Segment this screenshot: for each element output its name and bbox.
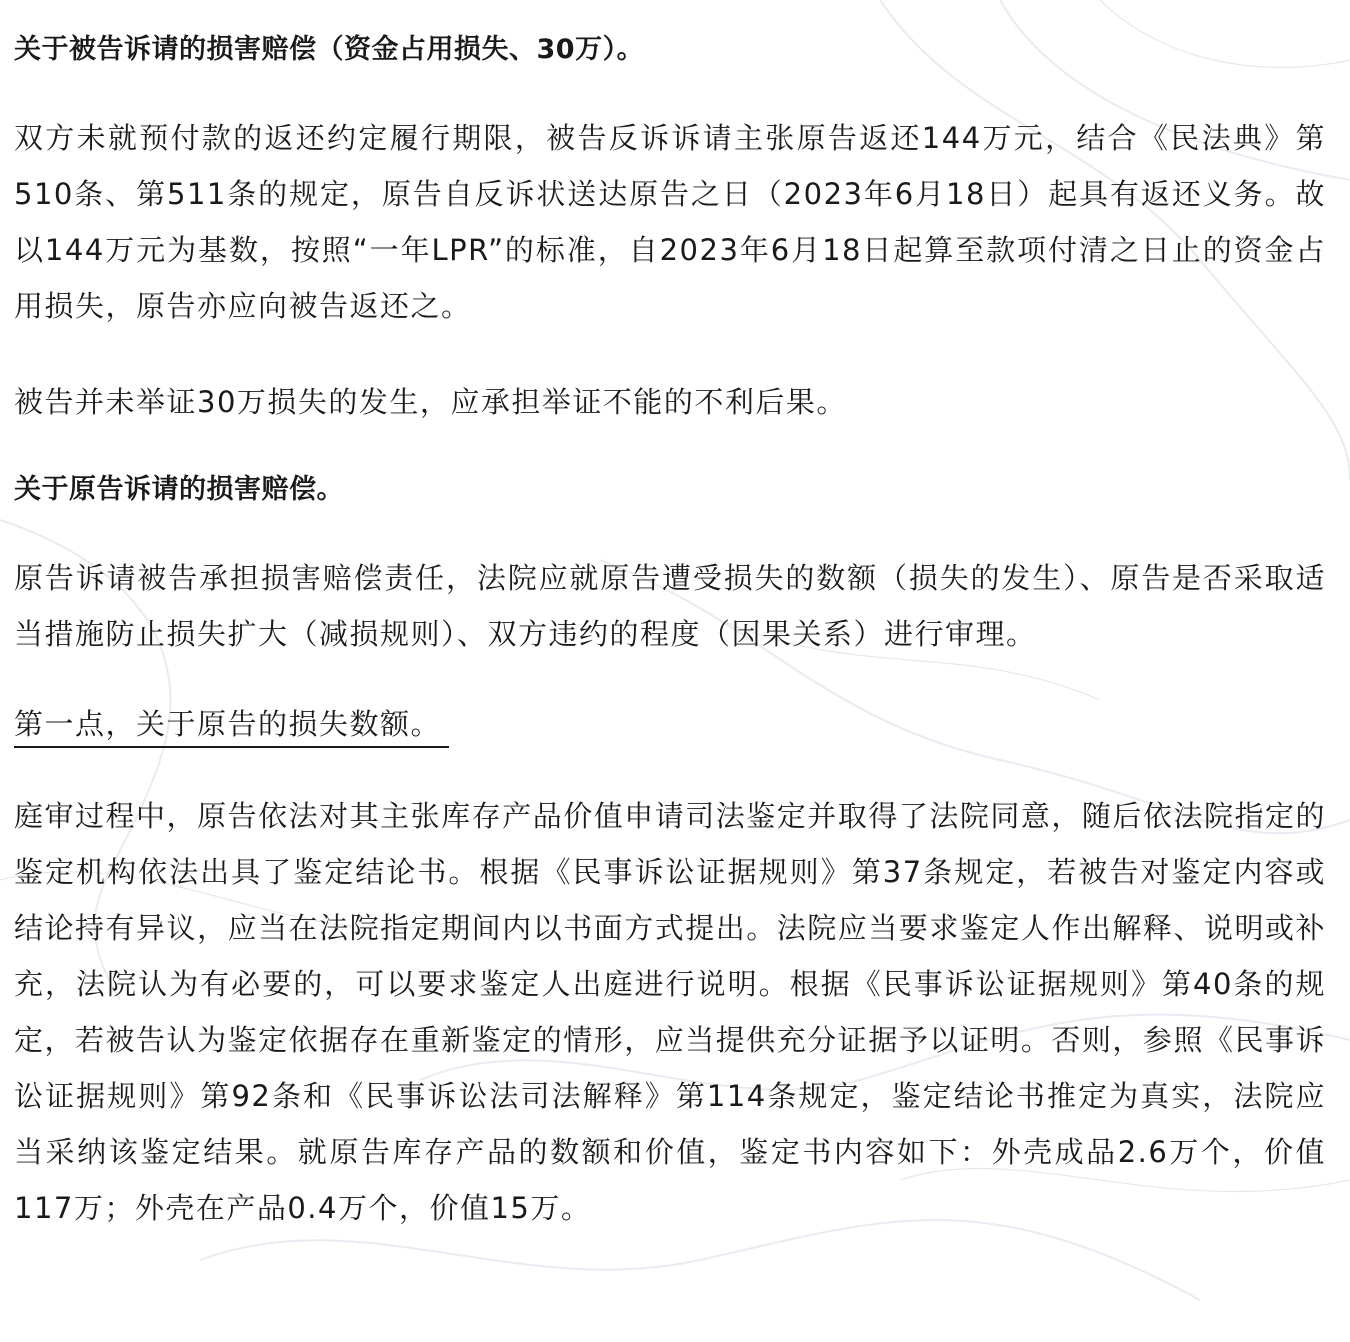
subheading-loss-amount: 第一点，关于原告的损失数额。 bbox=[14, 702, 449, 748]
paragraph-prepayment-return: 双方未就预付款的返还约定履行期限，被告反诉诉请主张原告返还144万元，结合《民法典》第510条、第511条的规定，原告自反诉状送达原告之日（2023年6月18日）起具有返还义务。故以144万元为基数，按照“一年LPR”的标准，自2023年6月18日起算至款项付清之日止的资金占用损失，原告亦应向被告返还之。 bbox=[14, 121, 1326, 323]
heading-defendant-damages: 关于被告诉请的损害赔偿（资金占用损失、30万）。 bbox=[14, 34, 645, 65]
paragraph-damages-review: 原告诉请被告承担损害赔偿责任，法院应就原告遭受损失的数额（损失的发生）、原告是否采取适当措施防止损失扩大（减损规则）、双方违约的程度（因果关系）进行审理。 bbox=[14, 561, 1326, 651]
paragraph-burden-of-proof: 被告并未举证30万损失的发生，应承担举证不能的不利后果。 bbox=[14, 385, 847, 419]
subheading-wrapper bbox=[14, 702, 1326, 788]
paragraph-appraisal: 庭审过程中，原告依法对其主张库存产品价值申请司法鉴定并取得了法院同意，随后依法院指定的鉴定机构依法出具了鉴定结论书。根据《民事诉讼证据规则》第37条规定，若被告对鉴定内容或结论持有异议，应当在法院指定期间内以书面方式提出。法院应当要求鉴定人作出解释、说明或补充，法院认为有必要的，可以要求鉴定人出庭进行说明。根据《民事诉讼证据规则》第40条的规定，若被告认为鉴定依据存在重新鉴定的情形，应当提供充分证据予以证明。否则，参照《民事诉讼证据规则》第92条和《民事诉讼法司法解释》第114条规定，鉴定结论书推定为真实，法院应当采纳该鉴定结果。就原告库存产品的数额和价值，鉴定书内容如下：外壳成品2.6万个，价值117万；外壳在产品0.4万个，价值15万。 bbox=[14, 799, 1326, 1225]
heading-plaintiff-damages: 关于原告诉请的损害赔偿。 bbox=[14, 474, 344, 505]
